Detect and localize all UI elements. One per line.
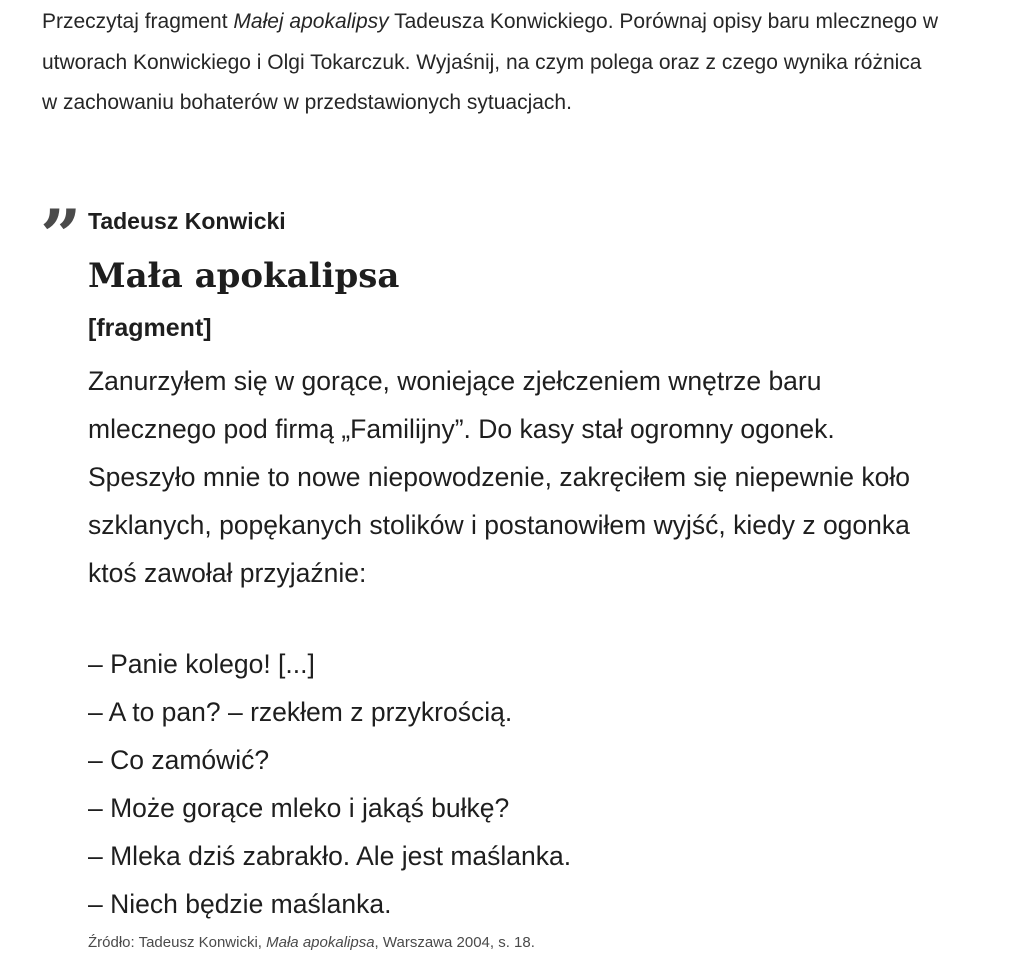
intro-text-1: Przeczytaj fragment bbox=[42, 10, 234, 33]
dialog-line: – Co zamówić? bbox=[88, 745, 270, 775]
intro-text-2: Tadeusza Konwickiego. Porównaj opisy baru mlecznego w utworach Konwickiego i Olgi Tokarczuk. Wyjaśnij, na czym polega oraz z czego wynika różnica w zachowaniu bohaterów w przedstawionych sytuacjach. bbox=[42, 10, 939, 114]
dialog-block bbox=[88, 640, 571, 928]
source-suffix: , Warszawa 2004, s. 18. bbox=[374, 934, 535, 951]
dialog-line: – Mleka dziś zabrakło. Ale jest maślanka. bbox=[88, 841, 572, 871]
fragment-label: [fragment] bbox=[88, 314, 212, 342]
dialog-line: – Niech będzie maślanka. bbox=[88, 889, 392, 919]
source-citation bbox=[88, 934, 535, 951]
dialog-line: – A to pan? – rzekłem z przykrością. bbox=[88, 697, 513, 727]
source-prefix: Źródło: Tadeusz Konwicki, bbox=[88, 934, 267, 951]
quote-title: Mała apokalipsa bbox=[88, 256, 400, 296]
quote-author: Tadeusz Konwicki bbox=[88, 208, 286, 234]
dialog-line: – Może gorące mleko i jakąś bułkę? bbox=[88, 793, 510, 823]
intro-book-title: Małej apokalipsy bbox=[233, 10, 389, 33]
quote-paragraph: Zanurzyłem się w gorące, woniejące zjełczeniem wnętrze baru mlecznego pod firmą „Familijny”. Do kasy stał ogromny ogonek. Speszyło mnie to nowe niepowodzenie, zakręciłem się niepewnie koło szklanych, popękanych stolików i postanowiłem wyjść, kiedy z ogonka ktoś zawołał przyjaźnie: bbox=[88, 366, 910, 588]
quote-icon: ” bbox=[40, 193, 78, 278]
source-title: Mała apokalipsa bbox=[266, 934, 375, 951]
task-instruction bbox=[42, 2, 942, 124]
dialog-line: – Panie kolego! [...] bbox=[88, 649, 315, 679]
